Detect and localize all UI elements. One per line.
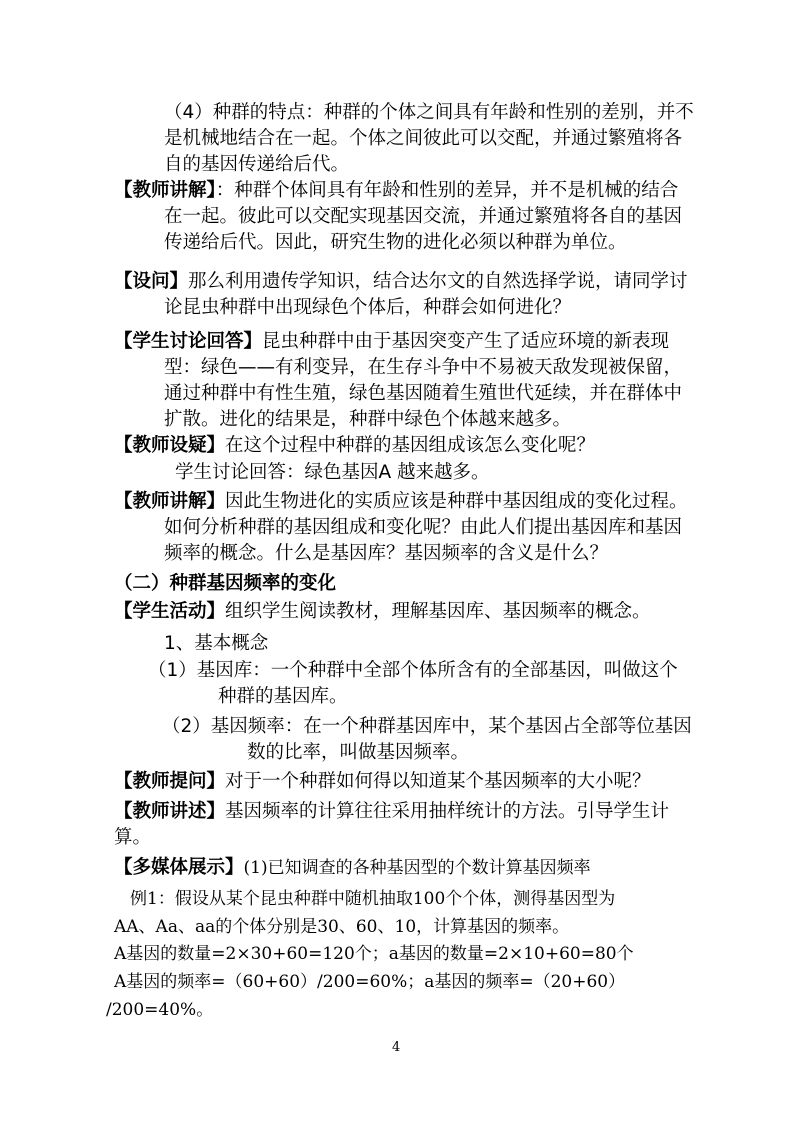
paragraph-question: 【设问】那么利用遗传学知识，结合达尔文的自然选择学说，请同学讨 <box>114 271 688 292</box>
text-line: 是机械地结合在一起。个体之间彼此可以交配，并通过繁殖将各 <box>164 128 683 149</box>
paragraph-student-activity: 【学生活动】组织学生阅读教材，理解基因库、基因频率的概念。 <box>114 601 651 622</box>
section-label: 【教师讲述】 <box>114 801 226 822</box>
paragraph-multimedia: 【多媒体展示】(1)已知调查的各种基因型的个数计算基因频率 <box>114 857 591 878</box>
paragraph-teacher-ask: 【教师提问】对于一个种群如何得以知道某个基因频率的大小呢？ <box>114 771 651 792</box>
example-line: A基因的频率=（60+60）/200=60%；a基因的频率=（20+60） <box>114 972 626 992</box>
paragraph-student-answer: 【学生讨论回答】昆虫种群中由于基因突变产生了适应环境的新表现 <box>114 331 670 352</box>
example-line: /200=40%。 <box>106 1000 214 1020</box>
text-line: 通过种群中有性生殖，绿色基因随着生殖世代延续，并在群体中 <box>164 383 683 404</box>
section-label: 【设问】 <box>114 271 189 292</box>
text-line: 扩散。进化的结果是，种群中绿色个体越来越多。 <box>164 409 572 430</box>
example-line: AA、Aa、aa的个体分别是30、60、10，计算基因的频率。 <box>114 917 570 937</box>
text-line: 数的比率，叫做基因频率。 <box>247 742 470 763</box>
text-line: 种群的基因库。 <box>218 686 348 707</box>
paragraph-teacher-explain-2: 【教师讲解】因此生物进化的实质应该是种群中基因组成的变化过程。 <box>114 491 688 512</box>
example-line: 例1：假设从某个昆虫种群中随机抽取100个个体，测得基因型为 <box>130 889 616 909</box>
text-line: 自的基因传递给后代。 <box>164 154 350 175</box>
text-line: 1、基本概念 <box>164 633 269 654</box>
text-line: （4）种群的特点：种群的个体之间具有年龄和性别的差别，并不 <box>164 102 694 123</box>
text-line: 算。 <box>114 827 152 848</box>
paragraph-teacher-doubt: 【教师设疑】在这个过程中种群的基因组成该怎么变化呢？ <box>114 435 596 456</box>
text-line: 学生讨论回答：绿色基因A 越来越多。 <box>175 462 490 483</box>
paragraph-teacher-explain: 【教师讲解】：种群个体间具有年龄和性别的差异，并不是机械的结合 <box>114 180 679 201</box>
section-heading: （二）种群基因频率的变化 <box>114 573 337 594</box>
text-line: 在一起。彼此可以交配实现基因交流，并通过繁殖将各自的基因 <box>164 206 683 227</box>
section-label: 【教师提问】 <box>114 771 226 792</box>
example-line: A基因的数量=2×30+60=120个；a基因的数量=2×10+60=80个 <box>114 944 634 964</box>
text-line: 型：绿色——有利变异，在生存斗争中不易被天敌发现被保留， <box>164 357 683 378</box>
section-label: 【教师讲解】 <box>114 491 226 512</box>
page-number: 4 <box>392 1040 401 1055</box>
text-line: （1）基因库：一个种群中全部个体所含有的全部基因，叫做这个 <box>148 660 678 681</box>
text-line: 论昆虫种群中出现绿色个体后，种群会如何进化？ <box>164 297 572 318</box>
paragraph-teacher-narrate: 【教师讲述】基因频率的计算往往采用抽样统计的方法。引导学生计 <box>114 801 670 822</box>
section-label: 【学生活动】 <box>114 601 226 622</box>
text-line: 如何分析种群的基因组成和变化呢？由此人们提出基因库和基因 <box>164 517 683 538</box>
section-label: 【多媒体展示】 <box>114 857 244 878</box>
text-line: （2）基因频率：在一个种群基因库中，某个基因占全部等位基因 <box>162 716 692 737</box>
section-label: 【学生讨论回答】 <box>114 331 263 352</box>
text-line: 频率的概念。什么是基因库？基因频率的含义是什么？ <box>164 543 609 564</box>
text-line: 传递给后代。因此，研究生物的进化必须以种群为单位。 <box>164 232 627 253</box>
section-label: 【教师设疑】 <box>114 435 226 456</box>
section-label: 【教师讲解】 <box>114 180 216 201</box>
